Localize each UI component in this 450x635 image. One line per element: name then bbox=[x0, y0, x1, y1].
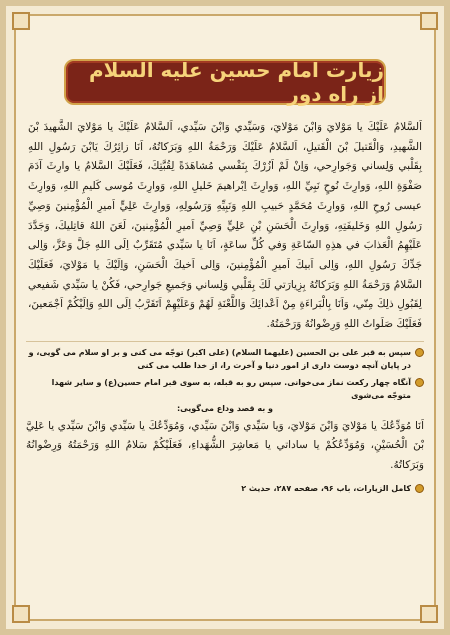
arabic-farewell-text: اَنَا مُوَدِّعُكَ يا مَوْلايَ وَابْنَ مَوْلايَ، وَيا سَيِّدي وَابْنَ سَيِّدي، وَمُوَدِّعُكَ يا سَيِّدي وَابْنَ سَيِّدي يا عَلِيَّ بْنَ الْحُسَيْنِ، وَمُوَدِّعُكُمْ يا ساداتي يا مَعاشِرَ الشُّهَداءِ، فَعَلَيْكُمْ سَلامُ اللهِ وَرَحْمَتُهُ وَرِضْوانُهُ وَبَرَكاتُهُ. bbox=[26, 419, 424, 472]
frame-corner-ornament bbox=[420, 12, 438, 30]
divider bbox=[26, 341, 424, 342]
note-text: آنگاه چهار رکعت نماز می‌خوانی. سپس رو به قبله، به سوی قبر امام حسین(ع) و سایر شهدا متوجّه می‌شوی bbox=[51, 377, 411, 400]
instruction-note bbox=[26, 376, 424, 402]
source-reference bbox=[26, 484, 424, 493]
farewell-intro: و به قصد وداع می‌گویی: bbox=[176, 403, 273, 413]
bullet-flower-icon bbox=[415, 378, 424, 387]
frame-corner-ornament bbox=[12, 12, 30, 30]
instruction-note bbox=[26, 346, 424, 372]
page-title: زیارت امام حسین علیه السلام از راه دور bbox=[64, 59, 386, 105]
arabic-prayer-text: اَلسَّلامُ عَلَيْكَ يا مَوْلايَ وَابْنَ مَوْلايَ، وَسَيِّدي وَابْنَ سَيِّدي، اَلسَّلامُ عَلَيْكَ يا مَوْلايَ الشَّهيدَ بْنَ الشَّهيدِ، وَالْقَتيلَ بْنَ الْقَتيلِ، اَلسَّلامُ عَلَيْكَ وَرَحْمَةُ اللهِ وَبَرَكاتُهُ، اَنَا زائِرُكَ يَابْنَ رَسُولِ اللهِ بِقَلْبي وَلِساني وَجَوارِحي، وَاِنْ لَمْ اَزُرْكَ بِنَفْسي مُشاهَدَةً لِقُبَّتِكَ، فَعَلَيْكَ السَّلامُ يا وارِثَ آدَمَ صَفْوَةِ اللهِ، وَوارِثَ نُوحٍ نَبِيِّ اللهِ، وَوارِثَ اِبْراهيمَ خَليلِ اللهِ، وَوارِثَ مُوسى كَليمِ اللهِ، وَوارِثَ عيسى رُوحِ اللهِ، وَوارِثَ مُحَمَّدٍ حَبيبِ اللهِ وَنَبِيِّهِ وَرَسُولِهِ، وَوارِثَ عَلِيٍّ اَميرِ الْمُؤْمِنينَ وَصِيِّ رَسُولِ اللهِ وَخَليفَتِهِ، وَوارِثَ الْحَسَنِ بْنِ عَلِيٍّ وَصِيِّ اَميرِ الْمُؤْمِنينَ، لَعَنَ اللهُ قاتِليكَ، وَجَدَّدَ عَلَيْهِمُ الْعَذابَ في هذِهِ السّاعَةِ وَفي كُلِّ ساعَةٍ، اَنَا يا سَيِّدي مُتَقَرِّبٌ اِلَى اللهِ جَلَّ وَعَزَّ، وَاِلى جَدِّكَ رَسُولِ اللهِ، وَاِلى اَبيكَ اَميرِ الْمُؤْمِنينَ، وَاِلى اَخيكَ الْحَسَنِ، وَاِلَيْكَ يا مَوْلايَ، فَعَلَيْكَ السَّلامُ وَرَحْمَةُ اللهِ وَبَرَكاتُهُ بِزِيارَتي لَكَ بِقَلْبي وَلِساني وَجَميعِ جَوارِحي، فَكُنْ يا سَيِّدي شَفيعي لِقَبُولِ ذلِكَ مِنّي، وَاَنَا بِالْبَراءَةِ مِنْ اَعْدائِكَ وَاللَّعْنَةِ لَهُمْ وَعَلَيْهِمْ اَتَقَرَّبُ اِلَى اللهِ وَاِلَيْكُمْ اَجْمَعينَ، فَعَلَيْكَ صَلَواتُ اللهِ وَرِضْوانُهُ وَرَحْمَتُهُ. bbox=[28, 121, 422, 331]
note-text: سپس به قبر علی بن الحسین (علیهما السلام) (علی اکبر) توجّه می کنی و بر او سلام می گویی، و در پایان آنچه دوست داری از امور دنیا و آخرت را، از خدا طلب می کنی bbox=[28, 347, 411, 370]
bullet-flower-icon bbox=[415, 484, 424, 493]
content-area bbox=[26, 118, 424, 611]
reference-text: کامل الزیارات، باب ۹۶، صفحه ۲۸۷، حدیث ۲ bbox=[241, 483, 411, 493]
title-banner bbox=[64, 58, 386, 106]
bullet-flower-icon bbox=[415, 348, 424, 357]
